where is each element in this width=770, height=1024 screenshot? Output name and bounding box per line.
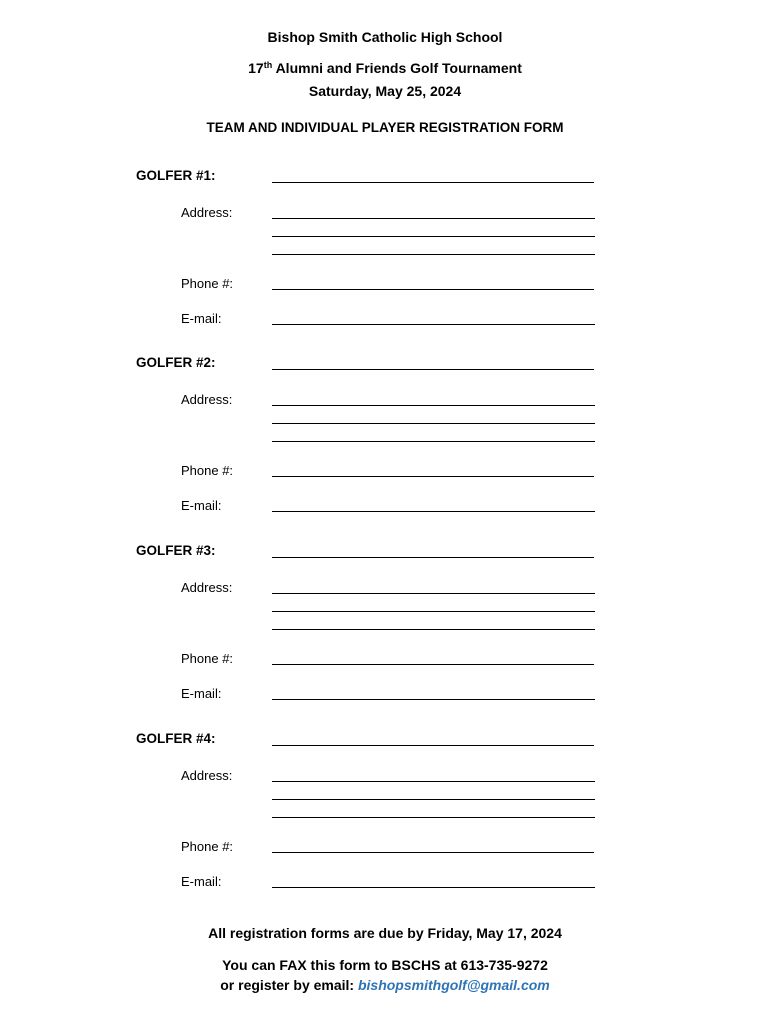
- tournament-ordinal: 17: [248, 60, 264, 76]
- address-field-line-1[interactable]: [272, 405, 595, 406]
- email-prefix: or register by email:: [220, 977, 358, 993]
- email-field[interactable]: [272, 699, 595, 700]
- email-label: E-mail:: [181, 686, 222, 701]
- phone-label: Phone #:: [181, 839, 234, 854]
- golfer-label: GOLFER #1:: [136, 168, 216, 183]
- address-field-line-3[interactable]: [272, 254, 595, 255]
- email-notice: [0, 977, 770, 993]
- form-title: TEAM AND INDIVIDUAL PLAYER REGISTRATION FORM: [206, 120, 564, 135]
- email-label: E-mail:: [181, 311, 222, 326]
- email-link[interactable]: bishopsmithgolf@gmail.com: [357, 977, 550, 993]
- tournament-date: Saturday, May 25, 2024: [308, 83, 462, 99]
- address-field-line-3[interactable]: [272, 817, 595, 818]
- tournament-title: [0, 60, 770, 76]
- school-name: Bishop Smith Catholic High School: [267, 29, 503, 45]
- phone-field[interactable]: [272, 664, 594, 665]
- address-field-line-1[interactable]: [272, 781, 595, 782]
- phone-label: Phone #:: [181, 276, 234, 291]
- fax-notice: You can FAX this form to BSCHS at 613-735-9272: [222, 957, 548, 973]
- golfer-section: [0, 731, 770, 919]
- phone-field[interactable]: [272, 289, 594, 290]
- address-label: Address:: [181, 580, 233, 595]
- golfer-name-field[interactable]: [272, 745, 594, 746]
- address-field-line-3[interactable]: [272, 441, 595, 442]
- phone-field[interactable]: [272, 476, 594, 477]
- address-label: Address:: [181, 768, 233, 783]
- phone-field[interactable]: [272, 852, 594, 853]
- address-field-line-3[interactable]: [272, 629, 595, 630]
- email-field[interactable]: [272, 324, 595, 325]
- address-field-line-2[interactable]: [272, 423, 595, 424]
- golfer-section: [0, 543, 770, 731]
- golfer-section: [0, 355, 770, 543]
- address-label: Address:: [181, 392, 233, 407]
- address-field-line-2[interactable]: [272, 611, 595, 612]
- golfer-name-field[interactable]: [272, 369, 594, 370]
- tournament-name: Alumni and Friends Golf Tournament: [272, 60, 522, 76]
- golfer-name-field[interactable]: [272, 182, 594, 183]
- email-label: E-mail:: [181, 874, 222, 889]
- golfer-section: [0, 168, 770, 356]
- golfer-name-field[interactable]: [272, 557, 594, 558]
- golfer-label: GOLFER #2:: [136, 355, 216, 370]
- address-field-line-1[interactable]: [272, 218, 595, 219]
- address-field-line-1[interactable]: [272, 593, 595, 594]
- golfer-label: GOLFER #3:: [136, 543, 216, 558]
- email-field[interactable]: [272, 887, 595, 888]
- address-label: Address:: [181, 205, 233, 220]
- address-field-line-2[interactable]: [272, 236, 595, 237]
- tournament-ordinal-suffix: th: [263, 60, 273, 70]
- phone-label: Phone #:: [181, 651, 234, 666]
- phone-label: Phone #:: [181, 463, 234, 478]
- email-label: E-mail:: [181, 498, 222, 513]
- address-field-line-2[interactable]: [272, 799, 595, 800]
- due-notice: All registration forms are due by Friday, May 17, 2024: [208, 925, 562, 941]
- golfer-label: GOLFER #4:: [136, 731, 216, 746]
- email-field[interactable]: [272, 511, 595, 512]
